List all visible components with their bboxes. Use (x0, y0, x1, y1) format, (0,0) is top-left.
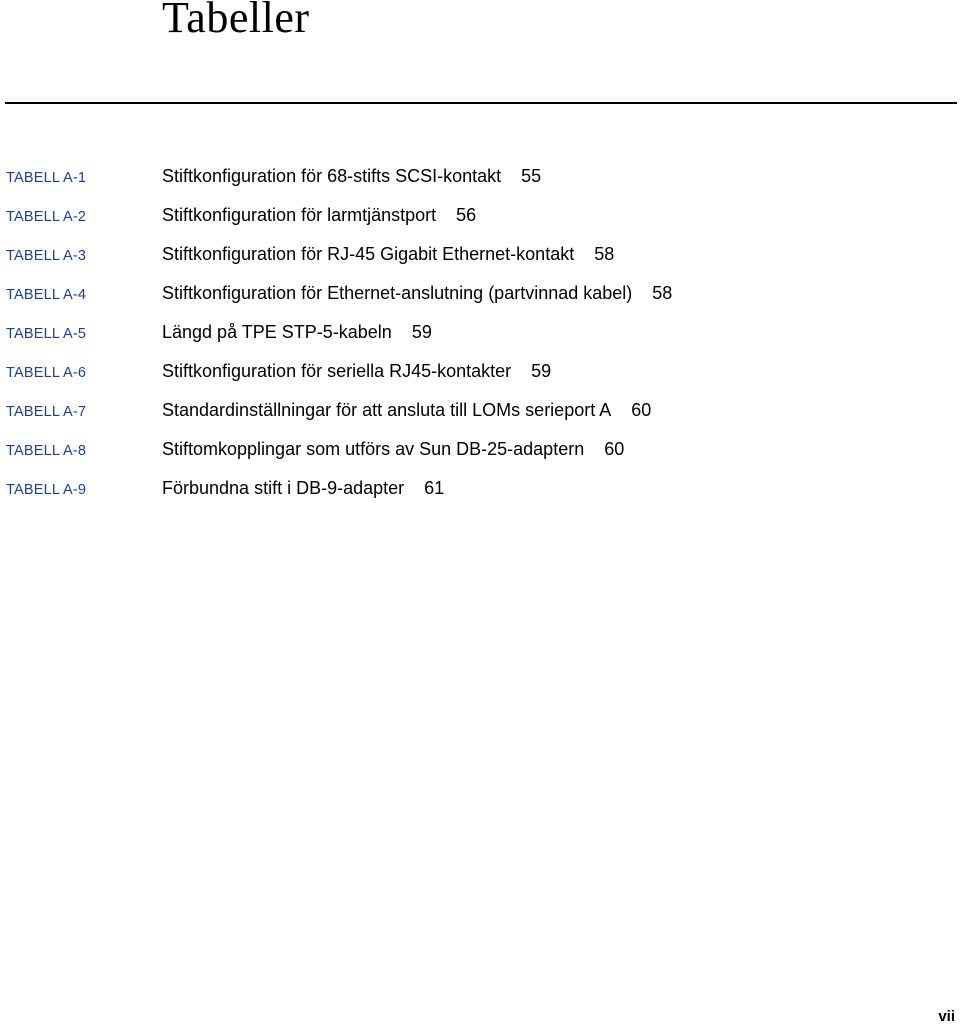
toc-entry-link[interactable] (162, 478, 444, 499)
toc-entry-link[interactable] (162, 166, 541, 187)
toc-entry-link[interactable] (162, 439, 624, 460)
toc-entry-page: 60 (631, 400, 652, 420)
toc-entry-link[interactable] (162, 400, 651, 421)
toc-entry-label[interactable]: TABELL A-2 (6, 209, 87, 225)
toc-entry[interactable] (0, 397, 960, 427)
page-title: Tabeller (162, 0, 310, 42)
toc-entry-label[interactable]: TABELL A-5 (6, 326, 87, 342)
toc-entry[interactable] (0, 241, 960, 271)
toc-entry-page: 58 (652, 283, 673, 303)
toc-entry-label[interactable]: TABELL A-3 (6, 248, 87, 264)
toc-entry-label[interactable]: TABELL A-1 (6, 170, 87, 186)
toc-entry-title: Stiftkonfiguration för larmtjänstport (162, 205, 437, 225)
toc-entry-label[interactable]: TABELL A-7 (6, 404, 87, 420)
toc-entry[interactable] (0, 202, 960, 232)
toc-entry-link[interactable] (162, 361, 551, 382)
toc-entry-title: Standardinställningar för att ansluta till LOMs serieport A (162, 400, 612, 420)
toc-entry-page: 59 (531, 361, 552, 381)
toc-entry[interactable] (0, 475, 960, 505)
toc-entry[interactable] (0, 319, 960, 349)
toc-entry-label[interactable]: TABELL A-9 (6, 482, 87, 498)
toc-entry-label[interactable]: TABELL A-6 (6, 365, 87, 381)
toc-entry-label[interactable]: TABELL A-8 (6, 443, 87, 459)
toc-entry-page: 59 (411, 322, 432, 342)
toc-entry-title: Stiftkonfiguration för RJ-45 Gigabit Ethernet-kontakt (162, 244, 575, 264)
page-number: vii (938, 1008, 955, 1025)
toc-entry-title: Längd på TPE STP-5-kabeln (162, 322, 392, 342)
toc-entry-page: 55 (521, 166, 542, 186)
toc-entry-title: Stiftomkopplingar som utförs av Sun DB-25-adaptern (162, 439, 585, 459)
toc-entry-label[interactable]: TABELL A-4 (6, 287, 87, 303)
toc-entry-title: Stiftkonfiguration för Ethernet-anslutning (partvinnad kabel) (162, 283, 633, 303)
toc-entry-title: Stiftkonfiguration för 68-stifts SCSI-kontakt (162, 166, 502, 186)
toc-entry-title: Stiftkonfiguration för seriella RJ45-kontakter (162, 361, 512, 381)
toc-entry-page: 58 (594, 244, 615, 264)
toc-entry[interactable] (0, 436, 960, 466)
toc-entry[interactable] (0, 358, 960, 388)
toc-entry-page: 56 (456, 205, 477, 225)
toc-entry-page: 60 (604, 439, 625, 459)
toc-entry-link[interactable] (162, 322, 432, 343)
toc-entry-link[interactable] (162, 283, 672, 304)
toc-entry-link[interactable] (162, 244, 614, 265)
toc-entry[interactable] (0, 280, 960, 310)
toc-entry-link[interactable] (162, 205, 476, 226)
toc-entry-page: 61 (424, 478, 445, 498)
toc-entry[interactable] (0, 163, 960, 193)
toc-entry-title: Förbundna stift i DB-9-adapter (162, 478, 405, 498)
